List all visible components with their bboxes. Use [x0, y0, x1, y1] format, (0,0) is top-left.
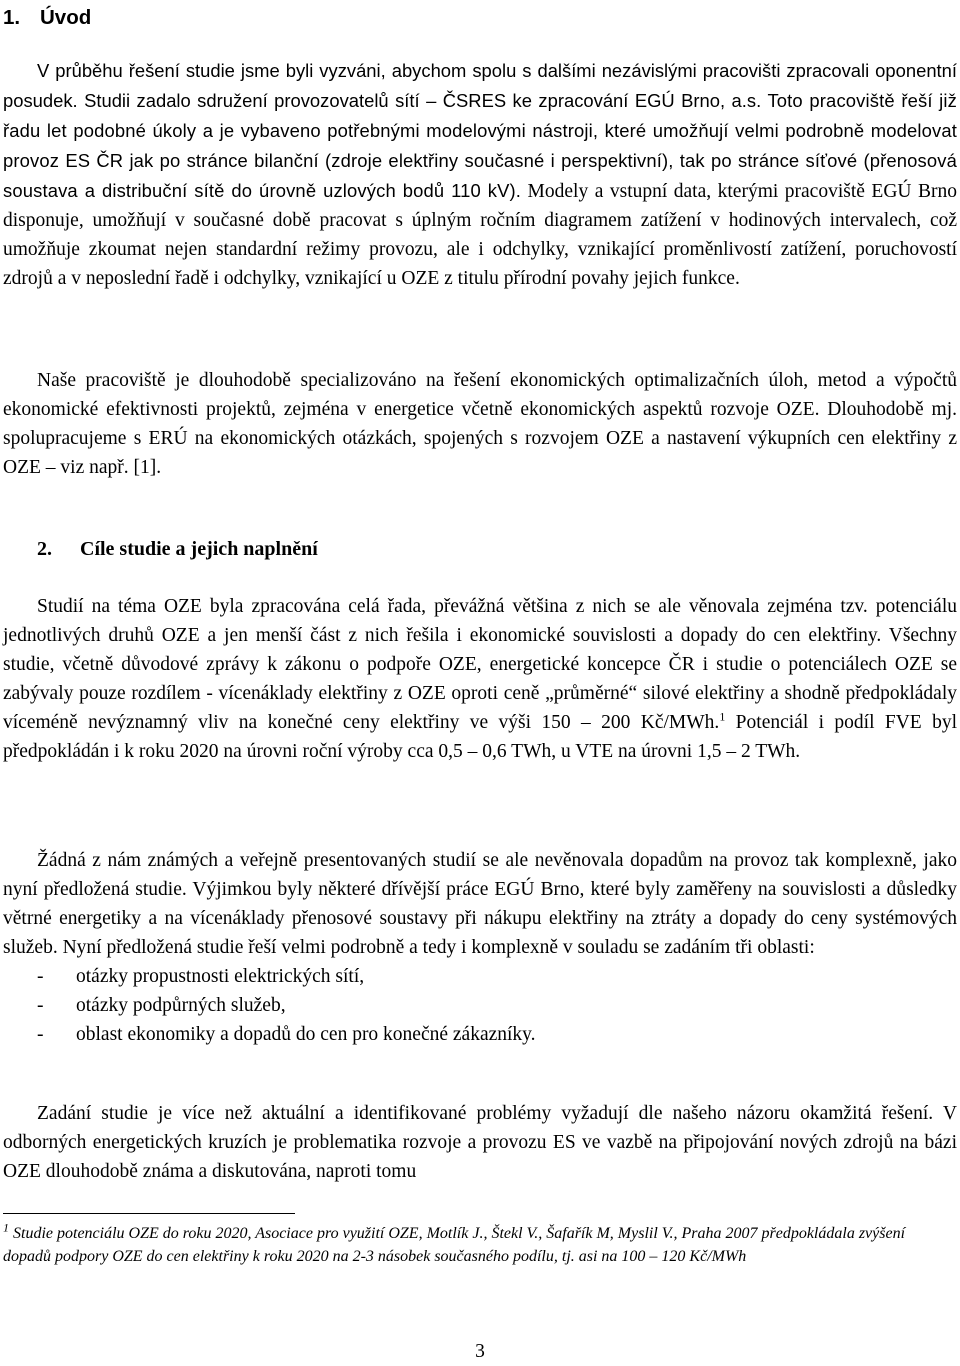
footnote-separator	[3, 1213, 295, 1214]
list-item	[3, 991, 957, 1020]
list-dash: -	[37, 995, 44, 1016]
list-dash: -	[37, 966, 44, 987]
list-item	[3, 1020, 957, 1049]
studies-text: Studií na téma OZE byla zpracována celá řada, převážná většina z nich se ale věnovala zejména tzv. potenciálu jednotlivých druhů OZE a jen menší část z nich řešila i ekonomické souvislosti a dopady do cen elektřiny. Všechny studie, včetně důvodové zprávy k zákonu o podpoře OZE, energetické koncepce ČR i studie o potenciálech OZE se zabývaly pouze rozdílem - vícenáklady elektřiny z OZE oproti ceně „průměrné“ silové elektřiny a shodně předpokládaly víceméně nevýznamný vliv na konečné ceny elektřiny ve výši 150 – 200 Kč/MWh.	[3, 596, 957, 733]
complexity-paragraph: Žádná z nám známých a veřejně presentovaných studií se ale nevěnovala dopadům na provoz tak komplexně, jako nyní předložená studie. Výjimkou byly některé dřívější práce EGÚ Brno, které byly zaměřeny na souvislosti a důsledky větrné energetiky a na vícenáklady přenosové soustavy při nákupu elektřiny na ztráty a dopady do ceny systémových služeb. Nyní předložená studie řeší velmi podrobně a tedy i komplexně v souladu se zadáním tři oblasti:	[3, 850, 957, 958]
footnote-marker: 1	[3, 1220, 9, 1235]
footnote-reference: 1	[719, 709, 726, 724]
footnote-text: Studie potenciálu OZE do roku 2020, Asociace pro využití OZE, Motlík J., Štekl V., Šafařík M, Myslil V., Praha 2007 předpokládala zvýšení dopadů podpory OZE do cen elektřiny k roku 2020 na 2-3 násobek současného podílu, tj. asi na 100 – 120 Kč/MWh	[3, 1225, 906, 1265]
intro-sentence-models: Modely a vstupní data, kterými pracoviště EGÚ Brno disponuje, umožňují v současné době pracovat s úplným ročním diagramem zatížení v hodinových intervalech, což umožňuje zkoumat nejen standardní režimy provozu, ale i odchylky, vznikající proměnlivostí zatížení, poruchovostí zdrojů a v neposlední řadě i odchylky, vznikající u OZE z titulu přírodní povahy jejich funkce.	[3, 181, 957, 289]
intro-sentence-tools: Toto pracoviště řeší již řadu let podobné úkoly a je vybaveno potřebnými modelovými nástroji, které umožňují velmi podrobně modelovat provoz ES ČR jak po stránce bilanční (zdroje elektřiny současné i perspektivní), tak po stránce síťové (přenosová soustava a distribuční sítě do úrovně uzlových bodů 110 kV).	[3, 90, 957, 201]
section-2-heading	[37, 538, 318, 561]
assignment-paragraph: Zadání studie je více než aktuální a identifikované problémy vyžadují dle našeho názoru okamžitá řešení. V odborných energetických kruzích je problematika rozvoje a provozu ES ve vazbě na připojování nových zdrojů na bázi OZE dlouhodobě známa a diskutována, naproti tomu	[3, 1103, 957, 1182]
section-1-number: 1.	[3, 6, 21, 29]
page-number: 3	[475, 1341, 485, 1362]
study-areas-list	[3, 962, 957, 1049]
section-1-body	[3, 56, 957, 293]
studies-paragraph	[3, 592, 957, 766]
studies-text-continued: Potenciál i podíl FVE byl předpokládán i k roku 2020 na úrovni roční výroby cca 0,5 – 0,6 TWh, u VTE na úrovni 1,5 – 2 TWh.	[3, 712, 957, 762]
section-1-title: Úvod	[40, 6, 92, 29]
list-item-text: otázky podpůrných služeb,	[76, 995, 286, 1016]
specialization-paragraph-block	[3, 366, 957, 482]
intro-paragraph	[3, 56, 957, 293]
footnote	[3, 1222, 953, 1268]
section-2-number: 2.	[37, 538, 52, 560]
section-2-title: Cíle studie a jejich naplnění	[80, 538, 318, 560]
specialization-paragraph: Naše pracoviště je dlouhodobě specializováno na řešení ekonomických optimalizačních úloh, metod a výpočtů ekonomické efektivnosti projektů, zejména v energetice včetně ekonomických aspektů rozvoje OZE. Dlouhodobě mj. spolupracujeme s ERÚ na ekonomických otázkách, spojených s rozvojem OZE a nastavení výkupních cen elektřiny z OZE – viz např. [1].	[3, 370, 957, 478]
list-item	[3, 962, 957, 991]
list-item-text: otázky propustnosti elektrických sítí,	[76, 966, 365, 987]
studies-paragraph-block	[3, 592, 957, 766]
list-dash: -	[37, 1024, 44, 1045]
assignment-paragraph-block	[3, 1099, 957, 1186]
section-1-heading	[3, 6, 91, 30]
complexity-paragraph-block	[3, 846, 957, 1049]
intro-sentence-sans: V průběhu řešení studie jsme byli vyzváni, abychom spolu s dalšími nezávislými pracovišti zpracovali oponentní posudek. Studii zadalo sdružení provozovatelů sítí – ČSRES ke zpracování EGÚ Brno, a.s.	[3, 60, 957, 111]
list-item-text: oblast ekonomiky a dopadů do cen pro konečné zákazníky.	[76, 1024, 536, 1045]
